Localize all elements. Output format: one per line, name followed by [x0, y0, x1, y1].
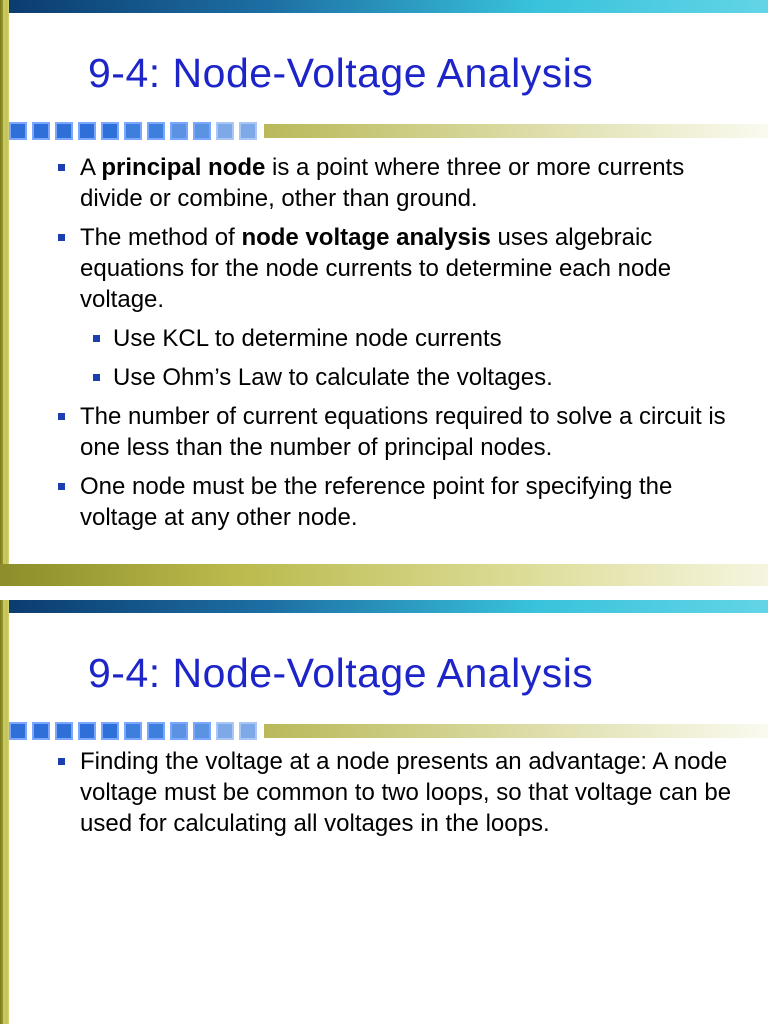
divider-line	[264, 724, 768, 738]
title-divider	[9, 122, 768, 140]
sub-bullet-item: Use Ohm’s Law to calculate the voltages.	[58, 362, 748, 393]
left-accent-bar	[0, 0, 9, 586]
top-accent-bar	[0, 600, 768, 613]
slide-2	[0, 600, 768, 1024]
decorative-squares	[9, 122, 262, 140]
sub-bullet-item: Use KCL to determine node currents	[58, 323, 748, 354]
bullet-icon	[58, 234, 65, 241]
slide-title: 9-4: Node-Voltage Analysis	[88, 50, 594, 96]
slide-title: 9-4: Node-Voltage Analysis	[88, 650, 594, 696]
bullet-icon	[58, 164, 65, 171]
bullet-icon	[58, 483, 65, 490]
bullet-icon	[58, 758, 65, 765]
decorative-squares	[9, 722, 262, 740]
bottom-accent-bar	[0, 564, 768, 586]
bullet-icon	[58, 413, 65, 420]
bullet-icon	[93, 374, 100, 381]
title-divider	[9, 722, 768, 740]
bullet-item: One node must be the reference point for specifying the voltage at any other node.	[58, 471, 748, 533]
bullet-item: A principal node is a point where three or more currents divide or combine, other than ground.	[58, 152, 748, 214]
divider-line	[264, 124, 768, 138]
slide-gap	[0, 586, 768, 600]
bold-term: principal node	[101, 154, 266, 181]
left-accent-bar	[0, 600, 9, 1024]
bullet-item: The number of current equations required to solve a circuit is one less than the number of principal nodes.	[58, 401, 748, 463]
top-accent-bar	[0, 0, 768, 13]
bullet-icon	[93, 335, 100, 342]
slide-body	[58, 746, 748, 847]
bold-term: node voltage analysis	[241, 224, 491, 251]
bullet-item: Finding the voltage at a node presents an advantage: A node voltage must be common to two loops, so that voltage can be used for calculating all voltages in the loops.	[58, 746, 748, 839]
slide-body	[58, 152, 748, 541]
bullet-item: The method of node voltage analysis uses algebraic equations for the node currents to determine each node voltage.	[58, 222, 748, 315]
